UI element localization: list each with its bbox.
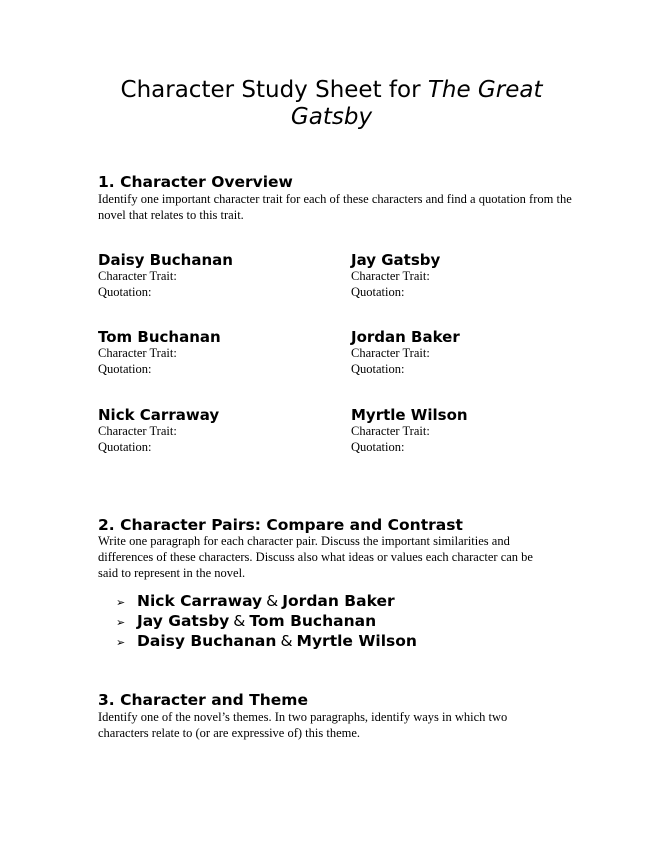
pair-character-a: Nick Carraway — [137, 592, 263, 610]
section-2-heading: 2. Character Pairs: Compare and Contrast — [98, 516, 463, 534]
character-name: Nick Carraway — [98, 406, 220, 424]
character-name: Myrtle Wilson — [351, 406, 468, 424]
pair-separator: & — [233, 612, 246, 630]
character-trait-label: Character Trait: — [351, 424, 430, 438]
character-card-gatsby — [351, 251, 581, 300]
section-1-instructions: Identify one important character trait for each of these characters and find a quotation from the novel that relates to this trait. — [98, 192, 572, 222]
character-name: Daisy Buchanan — [98, 251, 233, 269]
pair-separator: & — [280, 632, 293, 650]
section-3-instructions: Identify one of the novel’s themes. In two paragraphs, identify ways in which two characters relate to (or are expressive of) this theme. — [98, 710, 508, 740]
quotation-label: Quotation: — [351, 361, 405, 376]
character-name: Jay Gatsby — [351, 251, 441, 269]
character-name: Tom Buchanan — [98, 328, 221, 346]
character-name: Jordan Baker — [351, 328, 460, 346]
quotation-label: Quotation: — [351, 439, 405, 454]
character-card-nick — [98, 406, 328, 455]
pair-character-b: Myrtle Wilson — [296, 632, 417, 650]
character-card-tom — [98, 328, 328, 377]
quotation-label: Quotation: — [98, 284, 152, 299]
character-trait-label: Character Trait: — [351, 269, 430, 283]
quotation-label: Quotation: — [351, 284, 405, 299]
pair-character-b: Jordan Baker — [282, 592, 395, 610]
section-3-heading: 3. Character and Theme — [98, 691, 308, 709]
character-trait-label: Character Trait: — [351, 346, 430, 360]
quotation-label: Quotation: — [98, 361, 152, 376]
quotation-label: Quotation: — [98, 439, 152, 454]
list-item — [116, 592, 417, 612]
arrow-bullet-icon: ➢ — [116, 636, 126, 649]
pair-separator: & — [266, 592, 279, 610]
list-item — [116, 612, 417, 632]
section-2-instructions: Write one paragraph for each character pair. Discuss the important similarities and differences of these characters. Discuss also what ideas or values each character can be said to represent in the novel. — [98, 534, 533, 580]
arrow-bullet-icon: ➢ — [116, 616, 126, 629]
title-text: Character Study Sheet for — [120, 77, 428, 103]
pair-character-a: Jay Gatsby — [137, 612, 230, 630]
character-trait-label: Character Trait: — [98, 346, 177, 360]
title-book-name: The Great Gatsby — [290, 77, 543, 130]
section-1-heading: 1. Character Overview — [98, 173, 293, 191]
character-card-jordan — [351, 328, 581, 377]
pair-character-b: Tom Buchanan — [249, 612, 377, 630]
list-item — [116, 632, 417, 652]
pair-character-a: Daisy Buchanan — [137, 632, 277, 650]
character-card-daisy — [98, 251, 328, 300]
page-title — [100, 77, 563, 131]
character-trait-label: Character Trait: — [98, 424, 177, 438]
character-trait-label: Character Trait: — [98, 269, 177, 283]
arrow-bullet-icon: ➢ — [116, 596, 126, 609]
character-pairs-list — [116, 592, 417, 652]
character-card-myrtle — [351, 406, 581, 455]
